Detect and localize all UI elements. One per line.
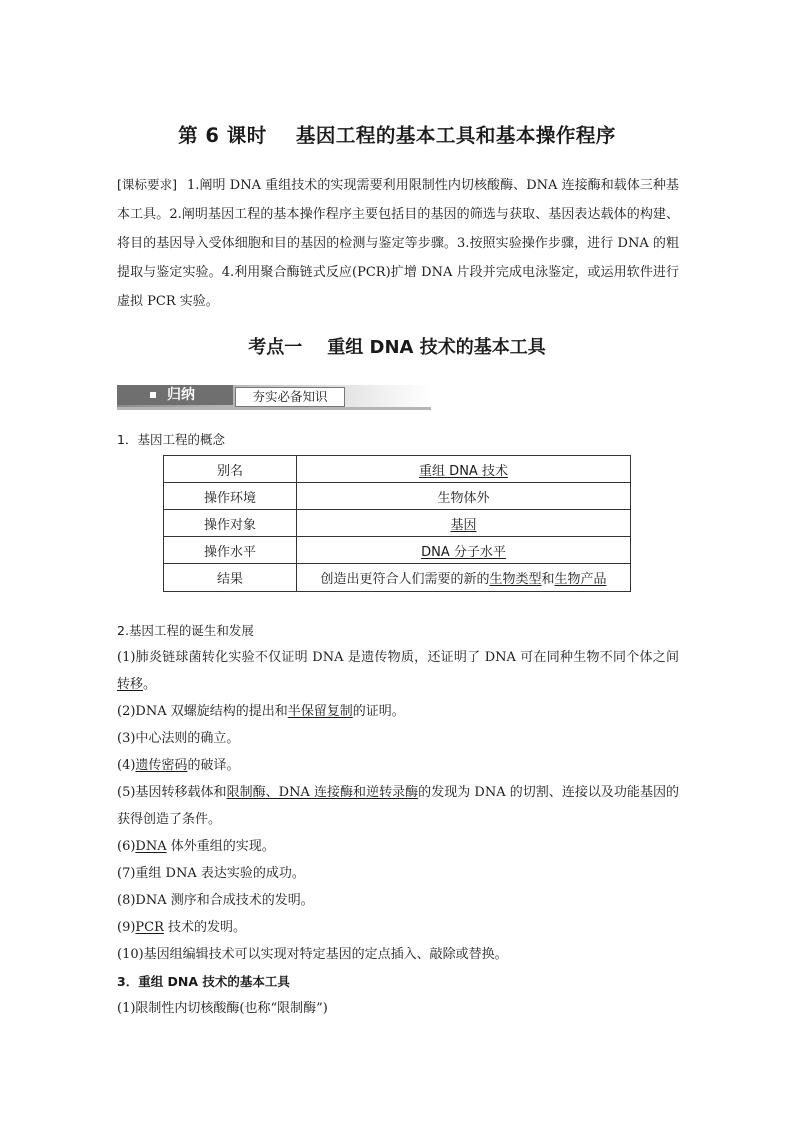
table-value: 生物体外	[297, 483, 631, 510]
underlined-answer: DNA	[135, 839, 167, 854]
table-key: 操作对象	[164, 510, 297, 537]
text-fragment: (6)	[117, 839, 136, 854]
table-key: 操作水平	[164, 537, 297, 564]
underlined-answer: 重组 DNA 技术	[419, 463, 508, 479]
text-fragment: (1)肺炎链球菌转化实验不仅证明 DNA 是遗传物质，还证明了 DNA 可在同种生物不同个体之间	[117, 650, 679, 665]
banner-label-block	[117, 385, 233, 405]
table-row	[164, 537, 631, 564]
underlined-answer: 生物产品	[554, 572, 607, 587]
table-value	[297, 510, 631, 537]
text-fragment: 的破译。	[187, 758, 240, 773]
table-key: 结果	[164, 564, 297, 592]
text-fragment: (9)	[117, 920, 136, 935]
banner-label: 归纳	[167, 387, 195, 403]
list-item	[117, 833, 679, 860]
table-value	[297, 564, 631, 592]
table-row	[164, 510, 631, 537]
requirements-tag: [课标要求]	[117, 177, 178, 192]
heading-concept: 1．基因工程的概念	[117, 432, 225, 447]
section-title: 考点一 重组 DNA 技术的基本工具	[248, 337, 546, 358]
text-fragment: 的发现为 DNA 的切割、连接以及功能基因的获得创造了条件。	[117, 785, 679, 827]
subheading-restriction-enzyme: (1)限制性内切核酸酶(也称“限制酶”)	[117, 1001, 328, 1016]
underlined-answer: PCR	[135, 920, 164, 935]
text-fragment: 。	[143, 677, 157, 692]
underlined-answer: 遗传密码	[135, 758, 188, 773]
list-item	[117, 752, 679, 779]
curriculum-requirements	[117, 170, 679, 316]
table-row	[164, 483, 631, 510]
text-fragment: (2)DNA 双螺旋结构的提出和	[117, 704, 288, 719]
text-fragment: (5)基因转移载体和	[117, 785, 227, 800]
heading-basic-tools: 3．重组 DNA 技术的基本工具	[117, 974, 290, 989]
text-fragment: 体外重组的实现。	[166, 839, 275, 854]
underlined-answer: 半保留复制	[287, 704, 353, 719]
banner-box-label: 夯实必备知识	[235, 387, 345, 407]
list-item	[117, 644, 679, 698]
list-item	[117, 698, 679, 725]
list-item: (7)重组 DNA 表达实验的成功。	[117, 866, 305, 881]
table-key: 别名	[164, 456, 297, 483]
lesson-title: 第 6 课时 基因工程的基本工具和基本操作程序	[178, 124, 616, 147]
table-row	[164, 456, 631, 483]
table-row	[164, 564, 631, 592]
text-fragment: (4)	[117, 758, 136, 773]
underlined-answer: 限制酶、DNA 连接酶和逆转录酶	[226, 785, 419, 800]
list-item: (8)DNA 测序和合成技术的发明。	[117, 893, 314, 908]
underlined-answer: 基因	[450, 517, 477, 533]
heading-development: 2.基因工程的诞生和发展	[117, 623, 254, 638]
development-list	[117, 644, 679, 1022]
table-value	[297, 456, 631, 483]
concept-table	[163, 455, 631, 592]
table-value	[297, 537, 631, 564]
list-item	[117, 914, 679, 941]
underlined-answer: 生物类型	[489, 572, 542, 587]
list-item: (3)中心法则的确立。	[117, 731, 240, 746]
underlined-answer: DNA 分子水平	[421, 544, 506, 560]
underlined-answer: 转移	[117, 677, 144, 692]
list-item	[117, 779, 679, 833]
text-fragment: 和	[541, 572, 555, 587]
banner-underline	[117, 407, 431, 410]
text-fragment: 的证明。	[352, 704, 405, 719]
text-fragment: 创造出更符合人们需要的新的	[320, 572, 490, 587]
summary-banner	[117, 385, 431, 411]
requirements-text: 1.阐明 DNA 重组技术的实现需要利用限制性内切核酸酶、DNA 连接酶和载体三种基本工具。2.阐明基因工程的基本操作程序主要包括目的基因的筛选与获取、基因表达载体的构建、将目的基因导入受体细胞和目的基因的检测与鉴定等步骤。3.按照实验操作步骤，进行 DNA 的粗提取与鉴定实验。4.利用聚合酶链式反应(PCR)扩增 DNA 片段并完成电泳鉴定，或运用软件进行虚拟 PCR 实验。	[117, 178, 679, 309]
table-key: 操作环境	[164, 483, 297, 510]
list-item: (10)基因组编辑技术可以实现对特定基因的定点插入、敲除或替换。	[117, 947, 508, 962]
square-bullet-icon	[150, 392, 156, 398]
text-fragment: 技术的发明。	[163, 920, 247, 935]
